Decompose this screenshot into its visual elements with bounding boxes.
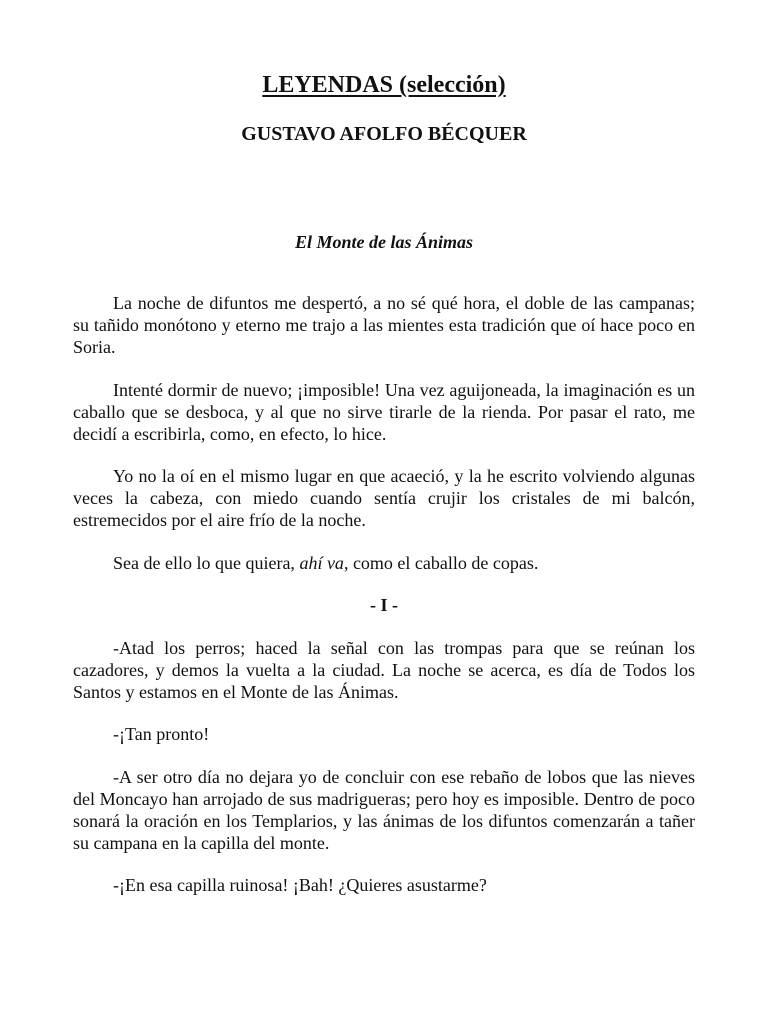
italic-phrase: ahí va	[299, 552, 344, 573]
paragraph: Yo no la oí en el mismo lugar en que acaeció, y la he escrito volviendo algunas veces la cabeza, con miedo cuando sentía crujir los cristales de mi balcón, estremecidos por el aire frío de la noche.	[73, 466, 695, 530]
dialogue-paragraph: -Atad los perros; haced la señal con las trompas para que se reúnan los cazadores, y demos la vuelta a la ciudad. La noche se acerca, es día de Todos los Santos y estamos en el Monte de las Ánimas.	[73, 637, 695, 702]
author-name: GUSTAVO AFOLFO BÉCQUER	[241, 123, 527, 145]
document-title: LEYENDAS (selección)	[262, 72, 506, 98]
paragraph: Intenté dormir de nuevo; ¡imposible! Una vez aguijoneada, la imaginación es un caballo que se desboca, y al que no sirve tirarle de la rienda. Por pasar el rato, me decidí a escribirla, como, en efecto, lo hice.	[73, 379, 695, 444]
dialogue-paragraph: -A ser otro día no dejara yo de concluir con ese rebaño de lobos que las nieves del Moncayo han arrojado de sus madrigueras; pero hoy es imposible. Dentro de poco sonará la oración en los Templarios, y las ánimas de los difuntos comenzarán a tañer su campana en la capilla del monte.	[73, 766, 695, 853]
dialogue-paragraph: -¡Tan pronto!	[113, 724, 210, 744]
paragraph-text: , como el caballo de copas.	[343, 552, 539, 573]
paragraph: La noche de difuntos me despertó, a no sé qué hora, el doble de las campanas; su tañido monótono y eterno me trajo a las mientes esta tradición que oí hace poco en Soria.	[73, 293, 695, 357]
dialogue-paragraph: -¡En esa capilla ruinosa! ¡Bah! ¿Quieres asustarme?	[113, 875, 487, 895]
document-body	[73, 292, 695, 917]
section-marker: - I -	[370, 595, 398, 615]
paragraph	[73, 552, 695, 574]
paragraph-text: Sea de ello lo que quiera,	[113, 552, 300, 573]
chapter-title: El Monte de las Ánimas	[294, 232, 474, 252]
